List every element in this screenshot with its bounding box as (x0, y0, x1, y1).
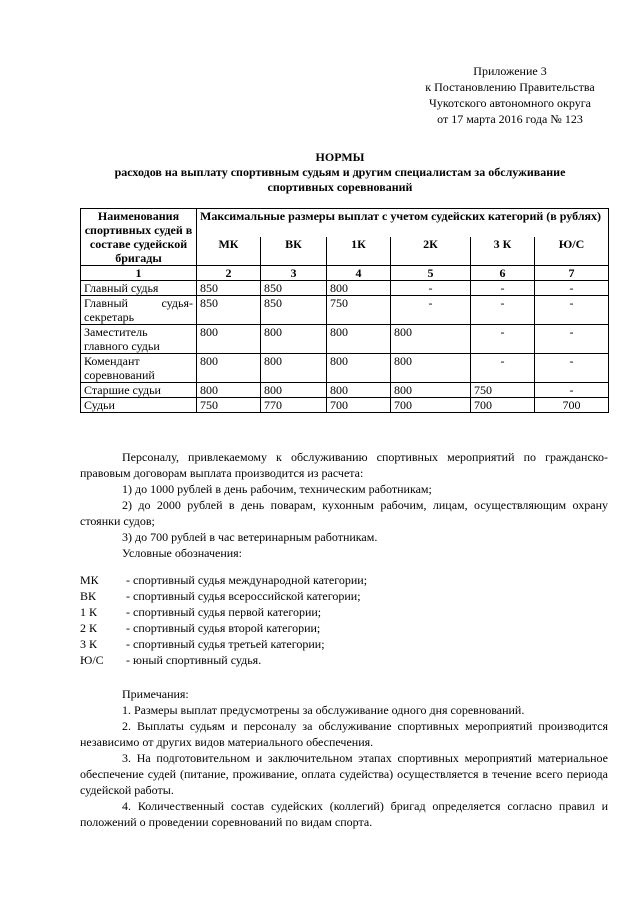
cell-value: 800 (327, 281, 391, 296)
legend-item (80, 620, 480, 636)
staff-payments-section (80, 449, 608, 561)
cell-value: 800 (391, 354, 471, 383)
cell-value: 850 (197, 296, 261, 325)
col-header-max-payments: Максимальные размеры выплат с учетом судейских категорий (в рублях) (197, 209, 609, 238)
cell-value: 800 (261, 354, 327, 383)
cell-value: - (471, 296, 535, 325)
cell-value: 850 (261, 281, 327, 296)
cell-value: 800 (391, 383, 471, 398)
note-4: 4. Количественный состав судейских (коллегий) бригад определяется согласно правил и положений о проведении соревнований по видам спорта. (80, 799, 608, 829)
row-name: Заместитель главного судьи (81, 325, 197, 354)
cell-value: 850 (261, 296, 327, 325)
column-number: 7 (535, 266, 609, 281)
legend-desc: - юный спортивный судья. (126, 653, 262, 667)
document-title (60, 150, 620, 195)
table-row (81, 296, 609, 325)
cell-value: 800 (327, 325, 391, 354)
note-3: 3. На подготовительном и заключительном этапах спортивных мероприятий материальное обеспечение судей (питание, проживание, оплата судейства) осуществляется в течение всего периода судейской работы. (80, 751, 608, 797)
cell-value: - (535, 354, 609, 383)
cell-value: 700 (327, 398, 391, 413)
appendix-line-1: Приложение 3 (473, 64, 547, 78)
legend-abbr: 3 К (80, 637, 98, 651)
appendix-line-4: от 17 марта 2016 года № 123 (437, 112, 583, 126)
table-row (81, 325, 609, 354)
row-name: Главный судья-секретарь (81, 296, 197, 325)
cell-value: - (535, 296, 609, 325)
cell-value: 700 (535, 398, 609, 413)
appendix-line-2: к Постановлению Правительства (425, 80, 595, 94)
legend-abbr: Ю/С (80, 653, 104, 667)
legend-item (80, 604, 480, 620)
column-number: 4 (327, 266, 391, 281)
cell-value: 700 (471, 398, 535, 413)
cell-value: 750 (471, 383, 535, 398)
column-number-row (81, 266, 609, 281)
notes-title: Примечания: (122, 687, 189, 701)
category-header: 1К (327, 237, 391, 266)
note-1: 1. Размеры выплат предусмотрены за обслуживание одного дня соревнований. (122, 703, 525, 717)
cell-value: 800 (261, 325, 327, 354)
appendix-header (410, 63, 610, 127)
cell-value: 700 (391, 398, 471, 413)
table-header-row (81, 209, 609, 238)
column-number: 3 (261, 266, 327, 281)
title-line-1: НОРМЫ (315, 150, 365, 164)
table-row (81, 354, 609, 383)
legend-item (80, 572, 480, 588)
cell-value: - (471, 281, 535, 296)
cell-value: 800 (327, 354, 391, 383)
category-header: 3 К (471, 237, 535, 266)
legend-item (80, 588, 480, 604)
legend-abbr: ВК (80, 589, 97, 603)
cell-value: 800 (391, 325, 471, 354)
legend-abbr: 2 К (80, 621, 98, 635)
cell-value: - (535, 281, 609, 296)
legend-title: Условные обозначения: (122, 546, 243, 560)
staff-intro: Персоналу, привлекаемому к обслуживанию спортивных мероприятий по гражданско-правовым договорам выплата производится из расчета: (80, 450, 608, 480)
column-number: 2 (197, 266, 261, 281)
row-name: Старшие судьи (81, 383, 197, 398)
legend-desc: - спортивный судья международной категории; (126, 573, 368, 587)
cell-value: 800 (327, 383, 391, 398)
staff-item-1: 1) до 1000 рублей в день рабочим, техническим работникам; (122, 482, 432, 496)
cell-value: - (471, 354, 535, 383)
cell-value: - (391, 281, 471, 296)
category-header: Ю/С (535, 237, 609, 266)
cell-value: 800 (261, 383, 327, 398)
legend-item (80, 652, 480, 668)
column-number: 6 (471, 266, 535, 281)
legend-abbr: 1 К (80, 605, 98, 619)
column-number: 1 (81, 266, 197, 281)
category-header: ВК (261, 237, 327, 266)
cell-value: 800 (197, 354, 261, 383)
col-header-name: Наименования спортивных судей в составе судейской бригады (81, 209, 197, 266)
legend-abbr: МК (80, 573, 99, 587)
cell-value: - (535, 383, 609, 398)
appendix-line-3: Чукотского автономного округа (429, 96, 591, 110)
table-row (81, 398, 609, 413)
cell-value: 800 (197, 325, 261, 354)
legend-item (80, 636, 480, 652)
column-number: 5 (391, 266, 471, 281)
legend-list (80, 572, 480, 668)
cell-value: 770 (261, 398, 327, 413)
legend-desc: - спортивный судья всероссийской категории; (126, 589, 361, 603)
category-header: МК (197, 237, 261, 266)
title-line-2: расходов на выплату спортивным судьям и другим специалистам за обслуживание (114, 165, 566, 179)
category-header: 2К (391, 237, 471, 266)
row-name: Главный судья (81, 281, 197, 296)
cell-value: 800 (197, 383, 261, 398)
cell-value: - (535, 325, 609, 354)
legend-desc: - спортивный судья первой категории; (126, 605, 322, 619)
legend-desc: - спортивный судья второй категории; (126, 621, 321, 635)
legend-desc: - спортивный судья третьей категории; (126, 637, 325, 651)
row-name: Судьи (81, 398, 197, 413)
row-name: Комендант соревнований (81, 354, 197, 383)
cell-value: - (471, 325, 535, 354)
table-row (81, 383, 609, 398)
cell-value: 750 (327, 296, 391, 325)
table-row (81, 281, 609, 296)
staff-item-3: 3) до 700 рублей в час ветеринарным работникам. (122, 530, 378, 544)
cell-value: 850 (197, 281, 261, 296)
note-2: 2. Выплаты судьям и персоналу за обслуживание спортивных мероприятий производится независимо от других видов материального обеспечения. (80, 719, 608, 749)
staff-item-2: 2) до 2000 рублей в день поварам, кухонным рабочим, лицам, осуществляющим охрану стоянки судов; (80, 498, 608, 528)
title-line-3: спортивных соревнований (267, 180, 413, 194)
cell-value: 750 (197, 398, 261, 413)
norms-table (80, 208, 609, 413)
cell-value: - (391, 296, 471, 325)
notes-section (80, 686, 608, 830)
